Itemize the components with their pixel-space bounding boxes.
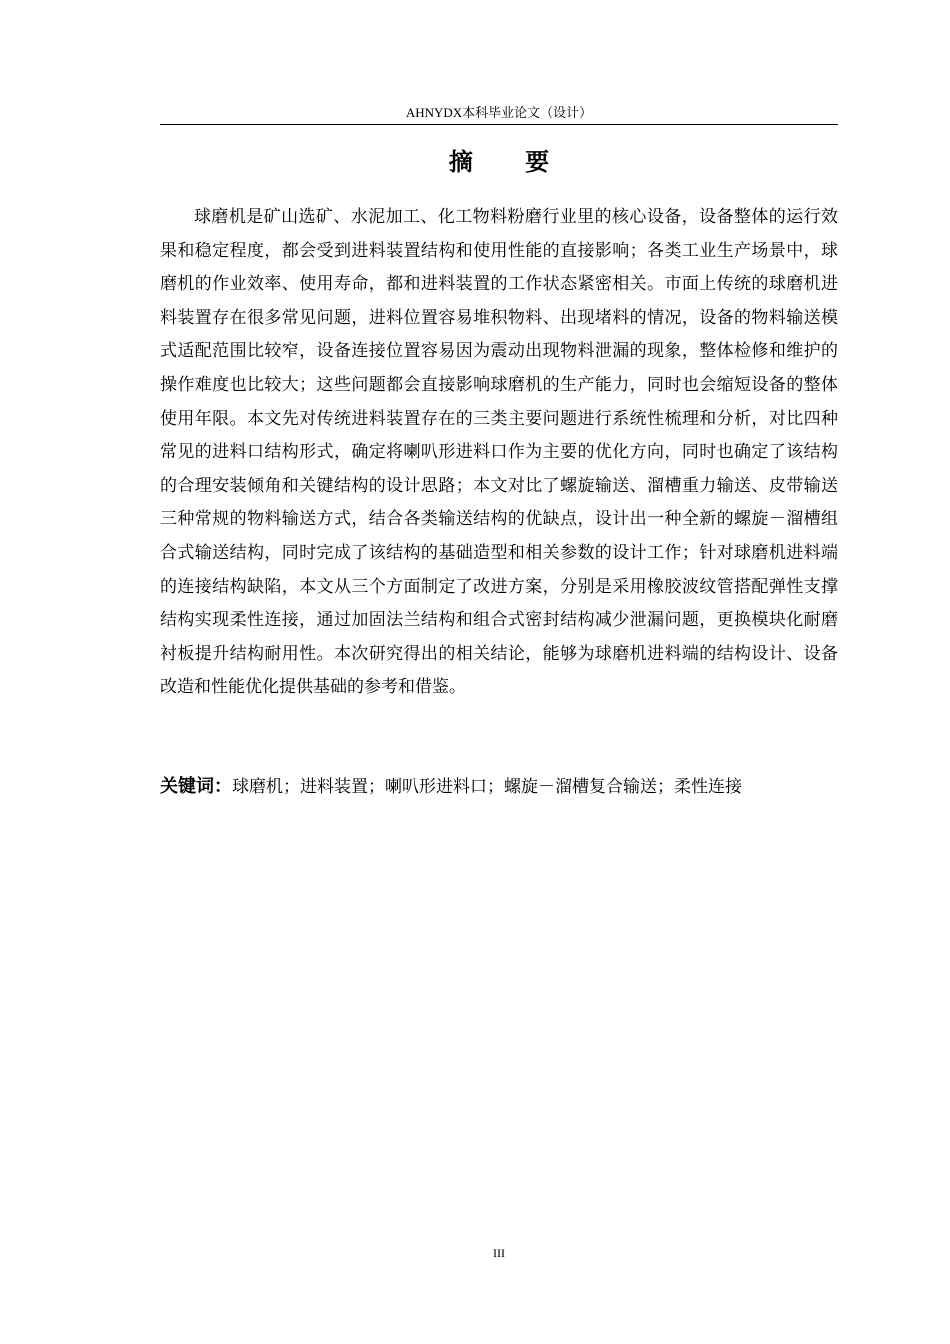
keywords-text: 球磨机；进料装置；喇叭形进料口；螺旋－溜槽复合输送；柔性连接 <box>232 777 742 797</box>
abstract-body: 球磨机是矿山选矿、水泥加工、化工物料粉磨行业里的核心设备，设备整体的运行效果和稳定程度，都会受到进料装置结构和使用性能的直接影响；各类工业生产场景中，球磨机的作业效率、使用寿命，都和进料装置的工作状态紧密相关。市面上传统的球磨机进料装置存在很多常见问题，进料位置容易堆积物料、出现堵料的情况，设备的物料输送模式适配范围比较窄，设备连接位置容易因为震动出现物料泄漏的现象，整体检修和维护的操作难度也比较大；这些问题都会直接影响球磨机的生产能力，同时也会缩短设备的整体使用年限。本文先对传统进料装置存在的三类主要问题进行系统性梳理和分析，对比四种常见的进料口结构形式，确定将喇叭形进料口作为主要的优化方向，同时也确定了该结构的合理安装倾角和关键结构的设计思路；本文对比了螺旋输送、溜槽重力输送、皮带输送三种常规的物料输送方式，结合各类输送结构的优缺点，设计出一种全新的螺旋－溜槽组合式输送结构，同时完成了该结构的基础造型和相关参数的设计工作；针对球磨机进料端的连接结构缺陷，本文从三个方面制定了改进方案，分别是采用橡胶波纹管搭配弹性支撑结构实现柔性连接，通过加固法兰结构和组合式密封结构减少泄漏问题，更换模块化耐磨衬板提升结构耐用性。本次研究得出的相关结论，能够为球磨机进料端的结构设计、设备改造和性能优化提供基础的参考和借鉴。 <box>160 207 838 698</box>
header-rule <box>160 124 838 125</box>
keywords-line <box>160 770 838 804</box>
abstract-title: 摘 要 <box>448 148 572 176</box>
page-number: III <box>493 1246 505 1260</box>
running-header: AHNYDX本科毕业论文（设计） <box>405 105 593 120</box>
keywords-label: 关键词： <box>160 776 232 797</box>
